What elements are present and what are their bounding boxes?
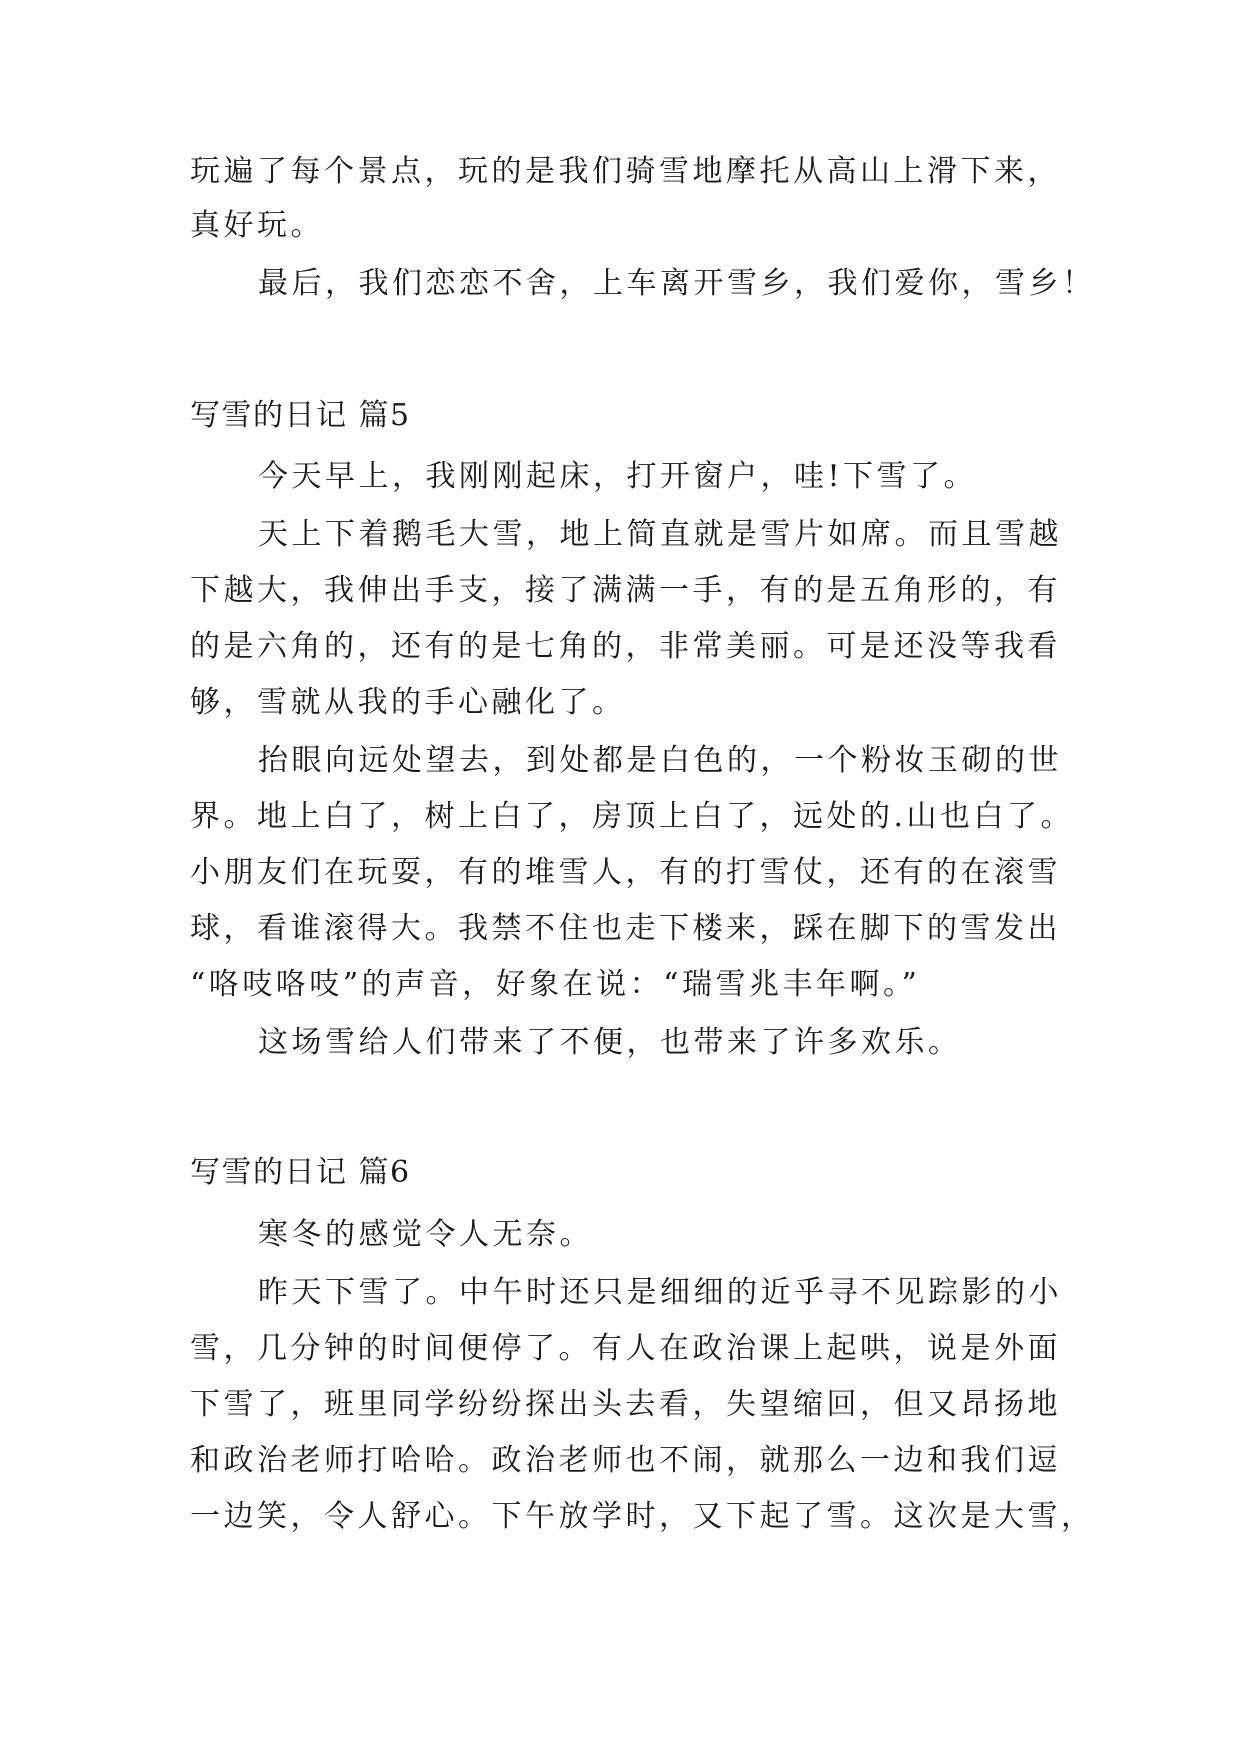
paragraph-line: 雪，几分钟的时间便停了。有人在政治课上起哄，说是外面 <box>190 1331 1061 1366</box>
paragraph-line: 今天早上，我刚刚起床，打开窗户，哇!下雪了。 <box>258 459 978 494</box>
paragraph-line: “咯吱咯吱”的声音，好象在说：“瑞雪兆丰年啊。” <box>190 967 921 1002</box>
paragraph-line: 真好玩。 <box>190 208 324 243</box>
paragraph-line: 天上下着鹅毛大雪，地上简直就是雪片如席。而且雪越 <box>258 517 1062 552</box>
paragraph-line: 够，雪就从我的手心融化了。 <box>190 685 626 720</box>
paragraph-line: 小朋友们在玩耍，有的堆雪人，有的打雪仗，还有的在滚雪 <box>190 855 1061 890</box>
section-heading: 写雪的日记 篇5 <box>190 398 411 433</box>
paragraph-line: 一边笑，令人舒心。下午放学时，又下起了雪。这次是大雪， <box>190 1499 1095 1534</box>
paragraph-line: 昨天下雪了。中午时还只是细细的近乎寻不见踪影的小 <box>258 1275 1062 1310</box>
paragraph-line: 的是六角的，还有的是七角的，非常美丽。可是还没等我看 <box>190 629 1061 664</box>
paragraph-line: 和政治老师打哈哈。政治老师也不闹，就那么一边和我们逗 <box>190 1443 1061 1478</box>
paragraph-line: 界。地上白了，树上白了，房顶上白了，远处的.山也白了。 <box>190 799 1075 834</box>
paragraph-line: 球，看谁滚得大。我禁不住也走下楼来，踩在脚下的雪发出 <box>190 911 1061 946</box>
paragraph-line: 下越大，我伸出手支，接了满满一手，有的是五角形的，有 <box>190 573 1061 608</box>
paragraph-line: 寒冬的感觉令人无奈。 <box>258 1217 593 1252</box>
paragraph-line: 这场雪给人们带来了不便，也带来了许多欢乐。 <box>258 1025 962 1060</box>
paragraph-line: 玩遍了每个景点，玩的是我们骑雪地摩托从高山上滑下来， <box>190 154 1061 189</box>
paragraph-line: 最后，我们恋恋不舍，上车离开雪乡，我们爱你，雪乡！ <box>258 266 1096 301</box>
paragraph-line: 下雪了，班里同学纷纷探出头去看，失望缩回，但又昂扬地 <box>190 1387 1061 1422</box>
section-heading: 写雪的日记 篇6 <box>190 1155 411 1190</box>
paragraph-line: 抬眼向远处望去，到处都是白色的，一个粉妆玉砌的世 <box>258 743 1062 778</box>
